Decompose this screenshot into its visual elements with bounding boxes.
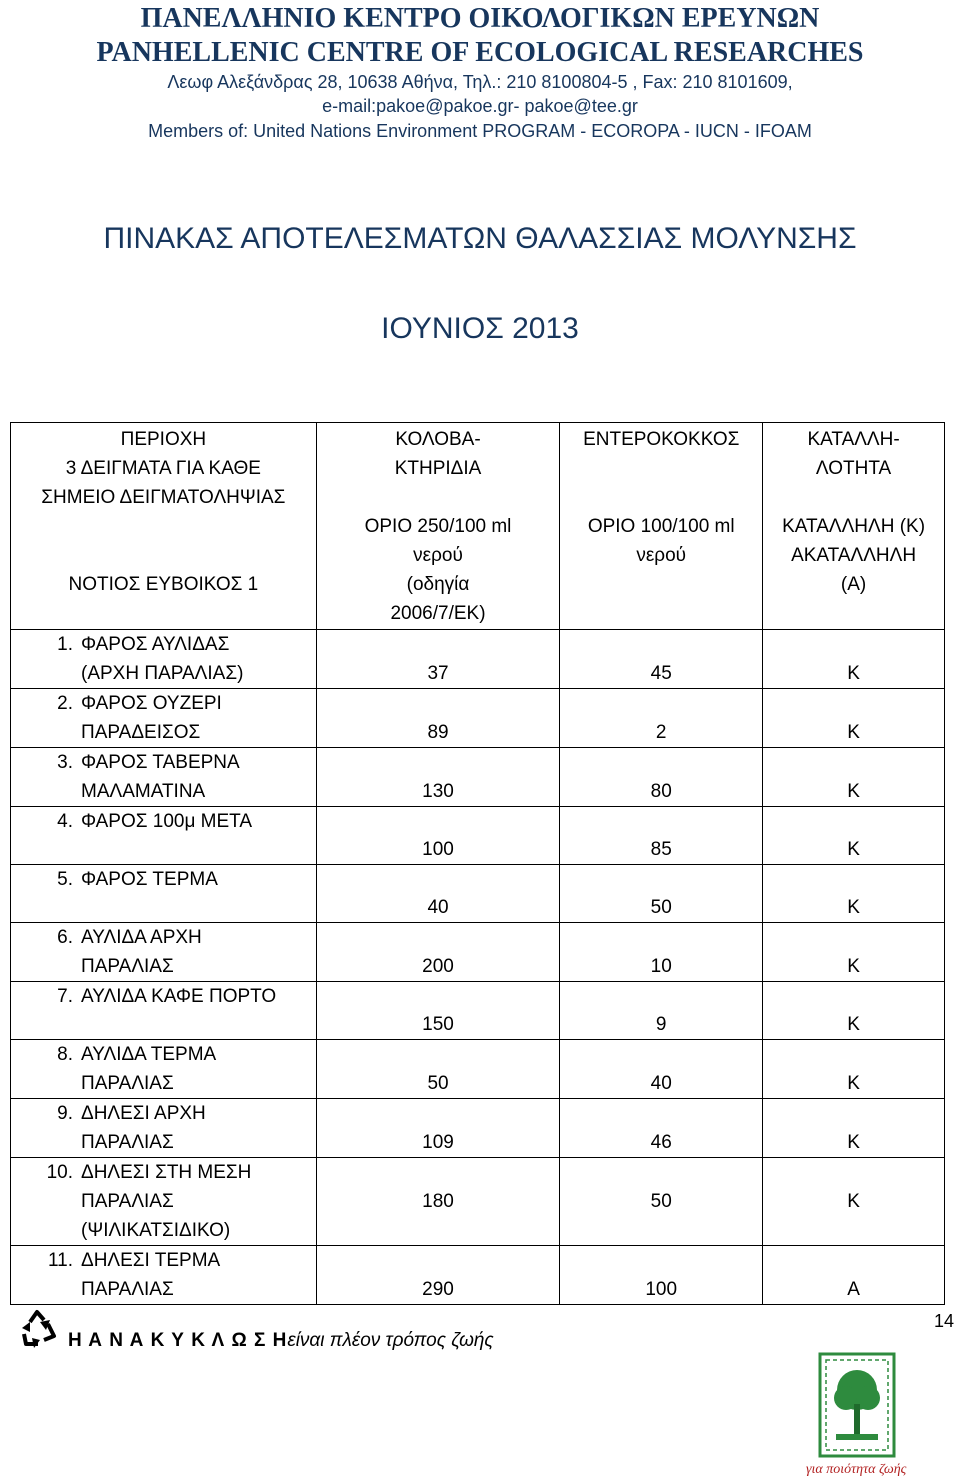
header-enterococcus-limit: ΟΡΙΟ 100/100 ml: [587, 516, 735, 537]
row-number: 1.: [57, 634, 73, 655]
row-location: [11, 865, 317, 923]
row-location-name: ΦΑΡΟΣ ΟΥΖΕΡΙ: [81, 693, 222, 714]
row-suitability: Κ: [763, 1099, 945, 1158]
row-enterococcus: 46: [560, 1099, 763, 1158]
row-enterococcus-value: 50: [650, 1191, 672, 1212]
row-coliforms: 100: [316, 807, 560, 865]
header-area-line: 3 ΔΕΙΓΜΑΤΑ ΓΙΑ ΚΑΘΕ: [65, 458, 261, 479]
row-coliforms: 290: [316, 1246, 560, 1305]
header-coliforms-line: ΚΟΛΟΒΑ-: [395, 429, 481, 450]
document-date: ΙΟΥΝΙΟΣ 2013: [381, 312, 579, 345]
row-number: 7.: [57, 986, 73, 1007]
row-location-name: ΠΑΡΑΛΙΑΣ: [81, 1279, 174, 1300]
header-suitability: [763, 423, 945, 630]
row-number: 11.: [47, 1250, 73, 1271]
tree-quality-logo-icon: [818, 1352, 896, 1458]
row-coliforms: 150: [316, 982, 560, 1040]
table-row: [11, 1158, 945, 1246]
footer-slogan-italic: είναι πλέον τρόπος ζωής: [287, 1330, 494, 1351]
table-row: [11, 1040, 945, 1099]
row-location-name: ΠΑΡΑΛΙΑΣ: [81, 956, 174, 977]
header-enterococcus-limit: νερού: [636, 545, 687, 566]
header-area: [11, 423, 317, 630]
row-location-name: ΠΑΡΑΛΙΑΣ: [81, 1132, 174, 1153]
org-memberships: Members of: United Nations Environment PROGRAM - ECOROPA - IUCN - IFOAM: [148, 121, 812, 141]
row-suitability: Κ: [763, 1040, 945, 1099]
row-location: [11, 630, 317, 689]
row-suitability: Κ: [763, 689, 945, 748]
row-location-name: (ΑΡΧΗ ΠΑΡΑΛΙΑΣ): [81, 663, 244, 684]
row-coliforms: 50: [316, 1040, 560, 1099]
row-location-name: ΠΑΡΑΔΕΙΣΟΣ: [81, 722, 201, 743]
org-address: Λεωφ Αλεξάνδρας 28, 10638 Αθήνα, Τηλ.: 210 8100804-5 , Fax: 210 8101609,: [167, 72, 793, 92]
row-coliforms: 37: [316, 630, 560, 689]
row-location-name: ΑΥΛΙΔΑ ΤΕΡΜΑ: [81, 1044, 217, 1065]
row-location-name: ΠΑΡΑΛΙΑΣ: [81, 1073, 174, 1094]
row-number: 2.: [57, 693, 73, 714]
header-area-line: ΣΗΜΕΙΟ ΔΕΙΓΜΑΤΟΛΗΨΙΑΣ: [41, 487, 286, 508]
row-location: [11, 923, 317, 982]
table-row: [11, 865, 945, 923]
row-suitability: Κ: [763, 982, 945, 1040]
row-coliforms: 200: [316, 923, 560, 982]
row-suitability-value: Κ: [847, 1191, 860, 1212]
row-number: 4.: [57, 811, 73, 832]
row-location-name: ΑΥΛΙΔΑ ΑΡΧΗ: [81, 927, 202, 948]
row-location-name: ΦΑΡΟΣ 100μ ΜΕΤΑ: [81, 811, 253, 832]
row-location: [11, 982, 317, 1040]
table-row: [11, 807, 945, 865]
header-coliforms-limit: ΟΡΙΟ 250/100 ml: [364, 516, 512, 537]
row-location: [11, 1040, 317, 1099]
row-location-name: ΦΑΡΟΣ ΤΕΡΜΑ: [81, 869, 218, 890]
row-number: 6.: [57, 927, 73, 948]
row-location: [11, 1158, 317, 1246]
row-number: 8.: [57, 1044, 73, 1065]
letterhead: [0, 0, 960, 144]
header-suitability-line: ΛΟΤΗΤΑ: [815, 458, 892, 479]
row-location-name: (ΨΙΛΙΚΑΤΣΙΔΙΚΟ): [81, 1220, 231, 1241]
row-enterococcus: 40: [560, 1040, 763, 1099]
header-coliforms-limit: (οδηγία: [406, 574, 470, 595]
row-location-name: ΠΑΡΑΛΙΑΣ: [81, 1191, 174, 1212]
row-coliforms: 89: [316, 689, 560, 748]
table-row: [11, 689, 945, 748]
header-area-line: ΠΕΡΙΟΧΗ: [120, 429, 207, 450]
document-title: ΠΙΝΑΚΑΣ ΑΠΟΤΕΛΕΣΜΑΤΩΝ ΘΑΛΑΣΣΙΑΣ ΜΟΛΥΝΣΗΣ: [103, 222, 857, 255]
row-number: 3.: [57, 752, 73, 773]
row-suitability: Κ: [763, 630, 945, 689]
row-enterococcus: 9: [560, 982, 763, 1040]
row-suitability: Α: [763, 1246, 945, 1305]
row-coliforms: 109: [316, 1099, 560, 1158]
header-coliforms-limit: νερού: [413, 545, 463, 566]
table-row: [11, 748, 945, 807]
header-suitability-legend: (Α): [840, 574, 867, 595]
row-coliforms: 40: [316, 865, 560, 923]
row-enterococcus: 45: [560, 630, 763, 689]
header-suitability-legend: ΚΑΤΑΛΛΗΛΗ (Κ): [782, 516, 926, 537]
row-location: [11, 689, 317, 748]
header-suitability-legend: ΑΚΑΤΑΛΛΗΛΗ: [791, 545, 917, 566]
page-number: 14: [934, 1311, 955, 1331]
row-location: [11, 748, 317, 807]
row-number: 10.: [46, 1162, 73, 1183]
row-suitability: Κ: [763, 865, 945, 923]
header-coliforms-limit: 2006/7/ΕΚ): [390, 603, 486, 624]
row-enterococcus: 2: [560, 689, 763, 748]
row-location: [11, 1099, 317, 1158]
footer-slogan: [68, 1330, 494, 1352]
row-enterococcus: 50: [560, 865, 763, 923]
row-location-name: ΦΑΡΟΣ ΤΑΒΕΡΝΑ: [81, 752, 240, 773]
row-location-name: ΦΑΡΟΣ ΑΥΛΙΔΑΣ: [81, 634, 230, 655]
row-location: [11, 1246, 317, 1305]
row-coliforms-value: 180: [422, 1191, 454, 1212]
table-row: [11, 1246, 945, 1305]
footer-slogan-bold: Η Α Ν Α Κ Υ Κ Λ Ω Σ Η: [68, 1330, 288, 1351]
row-suitability: Κ: [763, 923, 945, 982]
row-number: 9.: [57, 1103, 73, 1124]
row-coliforms: 130: [316, 748, 560, 807]
row-location-name: ΔΗΛΕΣΙ ΣΤΗ ΜΕΣΗ: [81, 1162, 252, 1183]
org-email: e-mail:pakoe@pakoe.gr- pakoe@tee.gr: [322, 96, 638, 116]
header-coliforms: [316, 423, 560, 630]
org-name-english: PANHELLENIC CENTRE OF ECOLOGICAL RESEARCHES: [96, 37, 864, 68]
row-location: [11, 807, 317, 865]
recycle-icon: [18, 1308, 60, 1350]
header-coliforms-line: ΚΤΗΡΙΔΙΑ: [394, 458, 482, 479]
row-enterococcus: 85: [560, 807, 763, 865]
header-suitability-line: ΚΑΤΑΛΛΗ-: [807, 429, 900, 450]
row-enterococcus: 100: [560, 1246, 763, 1305]
logo-caption: για ποιότητα ζωής: [806, 1462, 907, 1477]
org-name-greek: ΠΑΝΕΛΛΗΝΙΟ ΚΕΝΤΡΟ ΟΙΚΟΛΟΓΙΚΩΝ ΕΡΕΥΝΩΝ: [140, 3, 820, 34]
row-coliforms: [316, 1158, 560, 1246]
row-number: 5.: [57, 869, 73, 890]
row-location-name: ΑΥΛΙΔΑ ΚΑΦΕ ΠΟΡΤΟ: [81, 986, 277, 1007]
table-row: [11, 630, 945, 689]
row-location-name: ΔΗΛΕΣΙ ΤΕΡΜΑ: [81, 1250, 221, 1271]
table-row: [11, 923, 945, 982]
row-enterococcus: 10: [560, 923, 763, 982]
row-location-name: ΜΑΛΑΜΑΤΙΝΑ: [81, 781, 206, 802]
table-header-row: [11, 423, 945, 630]
row-enterococcus: 80: [560, 748, 763, 807]
header-enterococcus: [560, 423, 763, 630]
row-location-name: ΔΗΛΕΣΙ ΑΡΧΗ: [81, 1103, 206, 1124]
header-enterococcus-line: ΕΝΤΕΡΟΚΟΚΚΟΣ: [583, 429, 740, 450]
header-area-region: ΝΟΤΙΟΣ ΕΥΒΟΙΚΟΣ 1: [68, 574, 259, 595]
row-suitability: Κ: [763, 748, 945, 807]
table-row: [11, 1099, 945, 1158]
row-enterococcus: [560, 1158, 763, 1246]
row-suitability: [763, 1158, 945, 1246]
table-row: [11, 982, 945, 1040]
results-table: [10, 422, 945, 1305]
row-suitability: Κ: [763, 807, 945, 865]
